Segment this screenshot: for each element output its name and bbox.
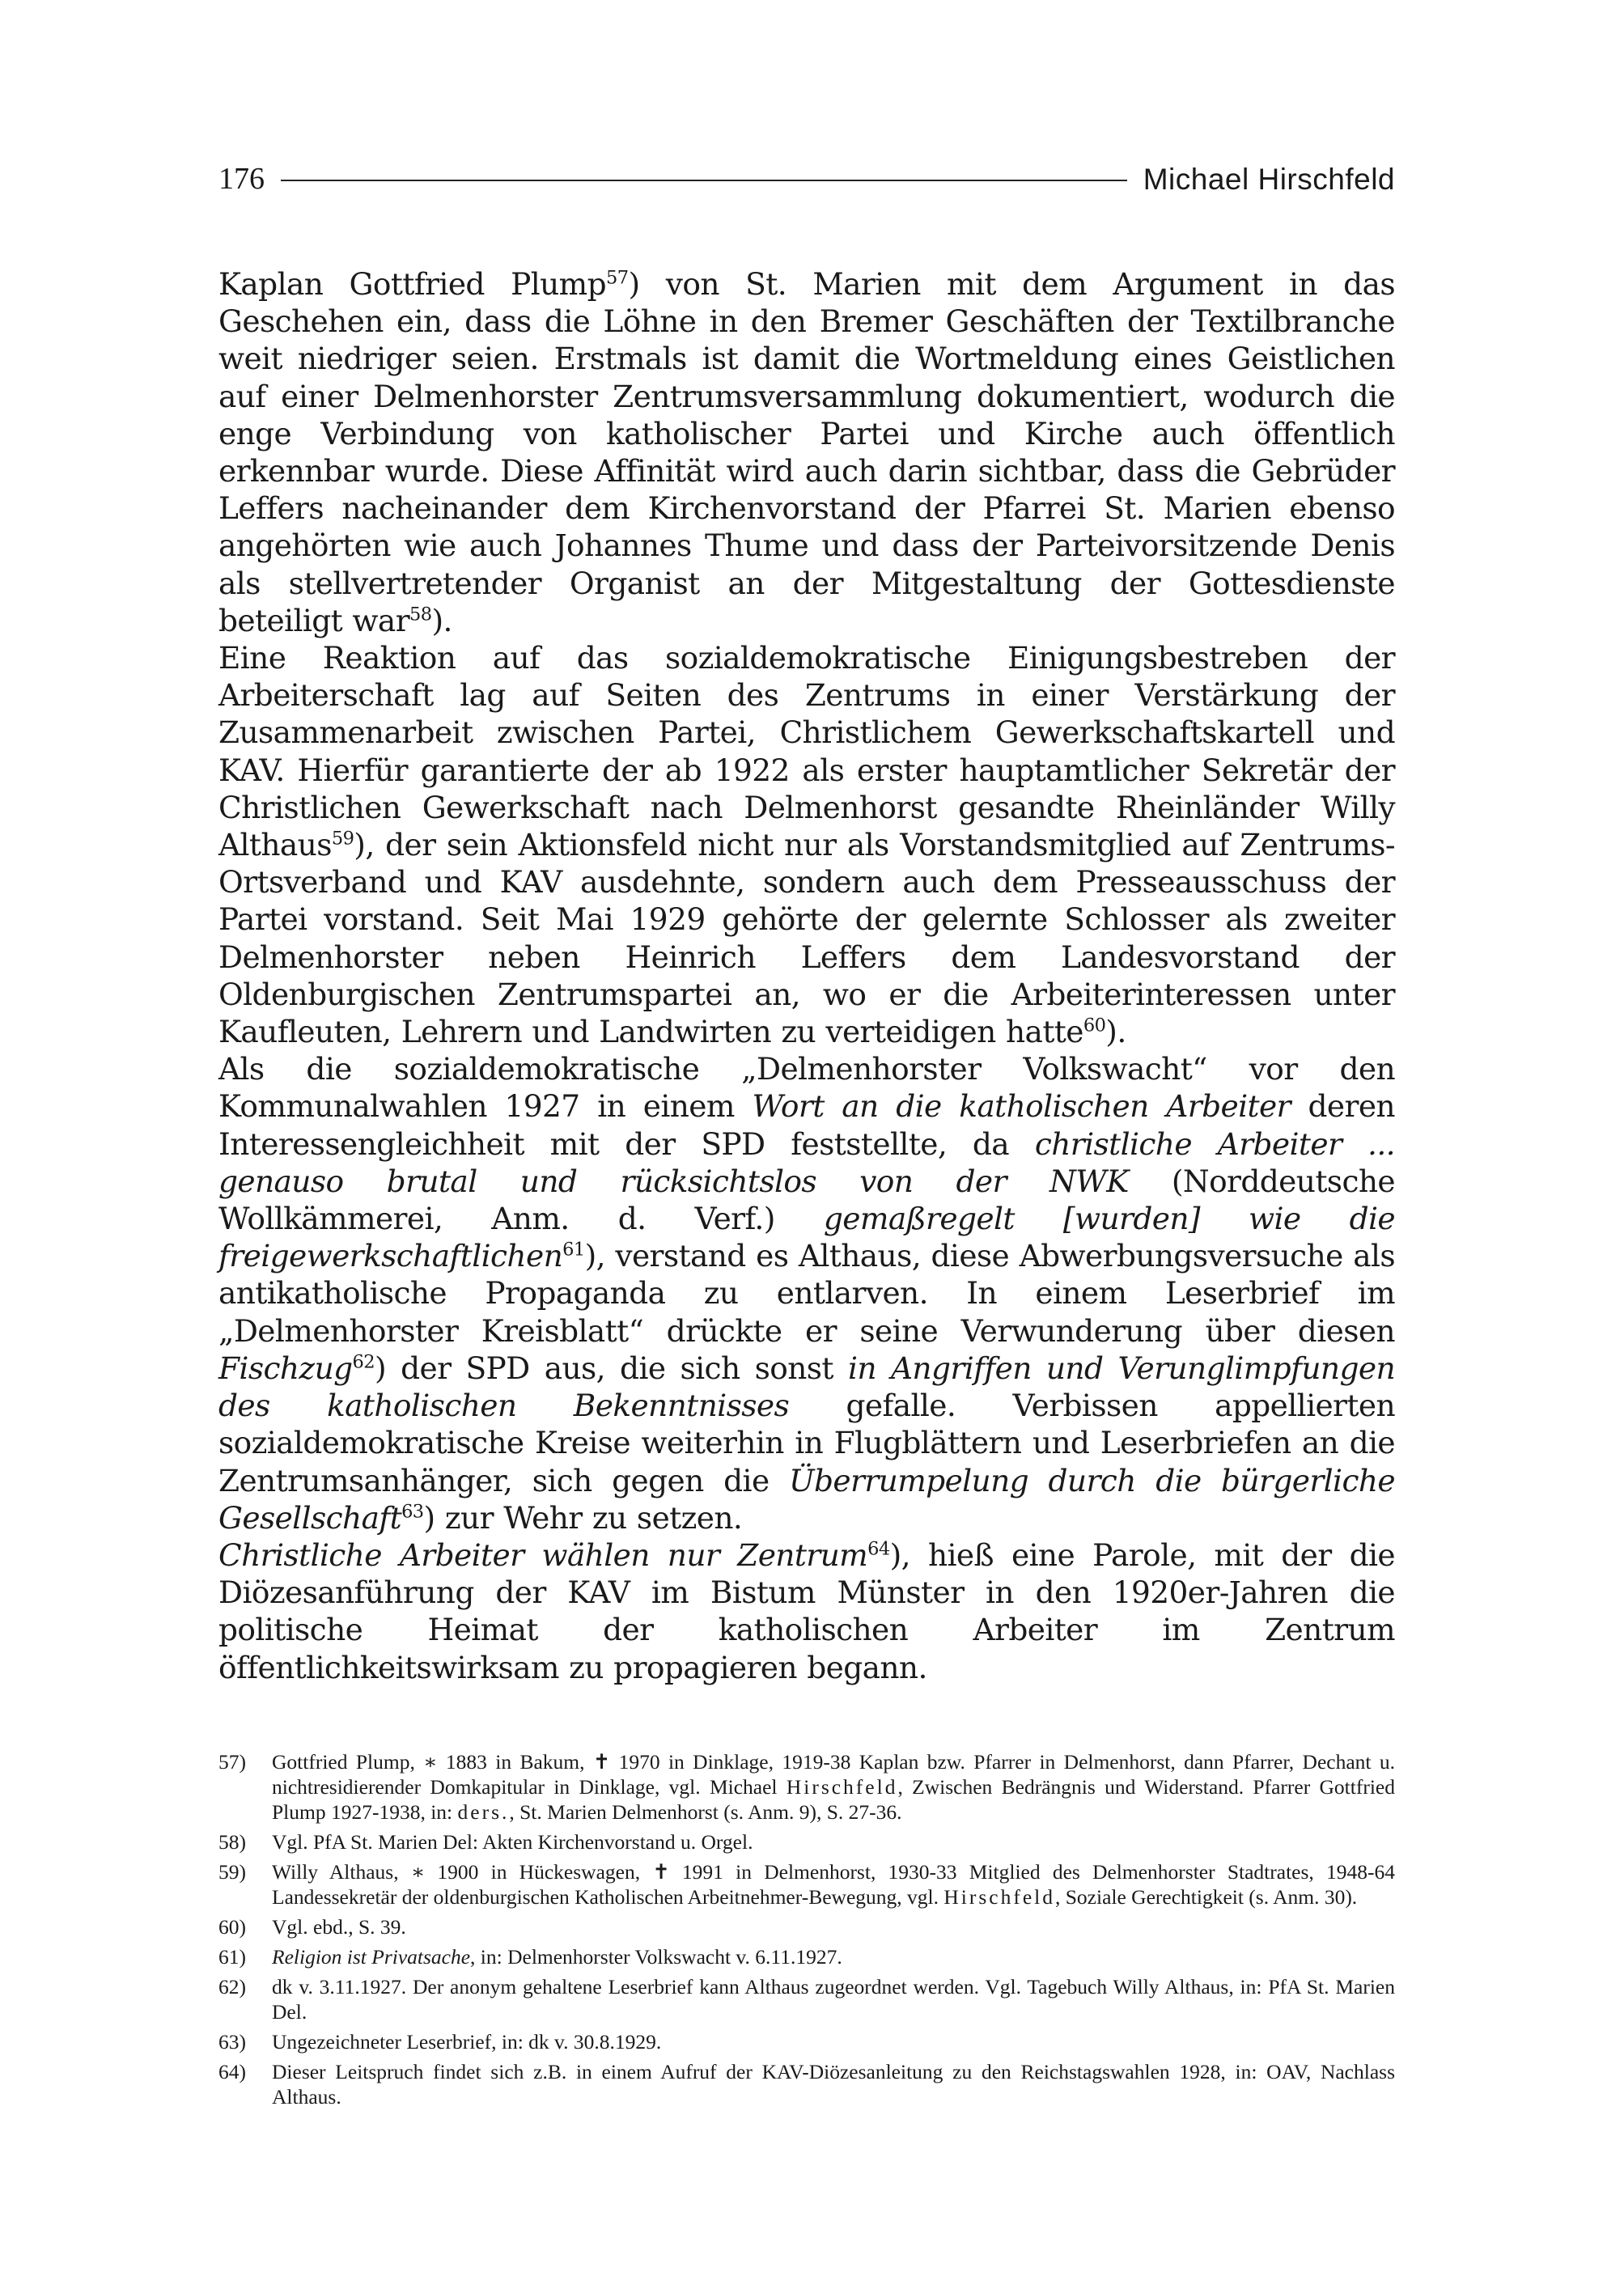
footnote-number: 57)	[218, 1749, 246, 1774]
text-run: (Norddeutsche Wollkämmerei, Anm. d. Verf.)	[218, 1163, 1395, 1237]
text-run: , Soziale Gerechtigkeit (s. Anm. 30).	[1054, 1884, 1358, 1909]
footnote-text: Dieser Leitspruch findet sich z.B. in einem Aufruf der KAV-Diözesanleitung zu den Reichstagswahlen 1928, in: OAV, Nachlass Althaus.	[272, 2059, 1395, 2109]
footnote-ref-63[interactable]: 63	[401, 1501, 424, 1523]
paragraph-1	[218, 265, 1395, 639]
footnote-61	[218, 1944, 1395, 1969]
text-run: ) zur Wehr zu setzen.	[423, 1499, 743, 1536]
text-run: ).	[1105, 1014, 1126, 1050]
text-run: Gottfried Plump, ∗ 1883 in Bakum, ✝ 1970 in Dinklage, 1919-38 Kaplan bzw. Pfarrer in Delmenhorst, dann Pfarrer, Dechant u. nichtresidierender Domkapitular in Dinklage, vgl. Michael	[272, 1749, 1395, 1799]
italic-quote: in Angriffen und Verunglimpfungen des katholischen Bekenntnisses	[218, 1350, 1396, 1424]
footnote-ref-64[interactable]: 64	[867, 1538, 890, 1560]
text-run: ), verstand es Althaus, diese Abwerbungsversuche als antikatholische Propaganda zu entlarven. In einem Leserbrief im „Delmenhorster Kreisblatt“ drückte er seine Verwunderung über diesen	[218, 1238, 1395, 1349]
italic-quote: Überrumpelung durch die bürgerliche Gesellschaft	[218, 1462, 1395, 1536]
footnote-number: 63)	[218, 2029, 246, 2054]
footnote-64	[218, 2059, 1395, 2109]
footnote-number: 62)	[218, 1974, 246, 1998]
text-run: Eine Reaktion auf das sozialdemokratische Einigungsbestreben der Arbeiterschaft lag auf Seiten des Zentrums in einer Verstärkung der Zusammenarbeit zwischen Partei, Christlichem Gewerkschaftskartell und KAV. Hierfür garantierte der ab 1922 als erster hauptamtlicher Sekretär der Christlichen Gewerkschaft nach Delmenhorst gesandte Rheinländer Willy Althaus	[218, 640, 1395, 863]
italic-quote: Wort an die katholischen Arbeiter	[752, 1088, 1291, 1125]
text-run: Kaplan Gottfried Plump	[218, 266, 607, 302]
text-run: , St. Marien Delmenhorst (s. Anm. 9), S. 27-36.	[509, 1799, 902, 1824]
text-run: , Zwischen Bedrängnis und Widerstand. Pfarrer Gottfried Plump 1927-1938, in:	[272, 1774, 1395, 1824]
paragraph-4	[218, 1536, 1395, 1686]
footnotes	[218, 1749, 1395, 2109]
text-run: Als die sozialdemokratische „Delmenhorster Volkswacht“ vor den Kommunalwahlen 1927 in einem	[218, 1051, 1395, 1125]
italic-quote: Christliche Arbeiter wählen nur Zentrum	[218, 1536, 868, 1573]
page-number: 176	[218, 162, 265, 196]
running-head-author: Michael Hirschfeld	[1143, 162, 1395, 196]
text-run: deren Interessengleichheit mit der SPD feststellte, da	[218, 1088, 1395, 1162]
author-name: ders.	[457, 1799, 510, 1824]
footnote-text: Vgl. ebd., S. 39.	[272, 1914, 406, 1939]
footnote-ref-61[interactable]: 61	[562, 1239, 585, 1261]
text-run: ), hieß eine Parole, mit der die Diözesanführung der KAV im Bistum Münster in den 1920er-Jahren die politische Heimat der katholischen Arbeiter im Zentrum öffentlichkeitswirksam zu propagieren begann.	[218, 1536, 1395, 1685]
italic-title: Religion ist Privatsache	[272, 1944, 471, 1969]
book-page	[218, 159, 1395, 2114]
italic-quote: christliche Arbeiter ... genauso brutal und rücksichtslos von der NWK	[218, 1125, 1396, 1199]
footnote-number: 61)	[218, 1944, 246, 1969]
text-run: ), der sein Aktionsfeld nicht nur als Vorstandsmitglied auf Zentrums-Ortsverband und KAV ausdehnte, sondern auch dem Presseausschuss der Partei vorstand. Seit Mai 1929 gehörte der gelernte Schlosser als zweiter Delmenhorster neben Heinrich Leffers dem Landesvorstand der Oldenburgischen Zentrumspartei an, wo er die Arbeiterinteressen unter Kaufleuten, Lehrern und Landwirten zu verteidigen hatte	[218, 827, 1395, 1050]
paragraph-2	[218, 639, 1395, 1050]
author-name: Hirschfeld	[943, 1884, 1055, 1909]
author-name: Hirschfeld	[786, 1774, 898, 1799]
footnote-text	[272, 1859, 1395, 1909]
footnote-text	[272, 1944, 1395, 1969]
footnote-59	[218, 1859, 1395, 1909]
footnote-ref-57[interactable]: 57	[606, 267, 629, 289]
text-run: , in: Delmenhorster Volkswacht v. 6.11.1927.	[470, 1944, 842, 1969]
footnote-ref-62[interactable]: 62	[352, 1351, 375, 1373]
footnote-57	[218, 1749, 1395, 1825]
footnote-58	[218, 1829, 1395, 1854]
header-rule	[281, 180, 1127, 181]
footnote-number: 59)	[218, 1859, 246, 1884]
footnote-ref-58[interactable]: 58	[409, 604, 432, 625]
footnote-number: 60)	[218, 1914, 246, 1939]
footnote-62	[218, 1974, 1395, 2024]
running-head	[218, 159, 1395, 199]
footnote-number: 58)	[218, 1829, 246, 1854]
text-run: ).	[431, 602, 452, 638]
footnote-ref-59[interactable]: 59	[331, 828, 354, 850]
italic-quote: gemaßregelt [wurden] wie die freigewerkschaftlichen	[218, 1201, 1395, 1274]
text-run: gefalle. Verbissen appellierten sozialdemokratische Kreise weiterhin in Flugblättern und Leserbriefen an die Zentrumsanhänger, sich gegen die	[218, 1388, 1395, 1498]
footnote-number: 64)	[218, 2059, 246, 2083]
footnote-text: dk v. 3.11.1927. Der anonym gehaltene Leserbrief kann Althaus zugeordnet werden. Vgl. Tagebuch Willy Althaus, in: PfA St. Marien Del.	[272, 1974, 1395, 2024]
italic-quote: Fischzug	[218, 1350, 353, 1386]
footnote-text	[272, 1749, 1395, 1825]
text-run: ) der SPD aus, die sich sonst	[374, 1350, 848, 1386]
text-run: ) von St. Marien mit dem Argument in das Geschehen ein, dass die Löhne in den Bremer Geschäften der Textilbranche weit niedriger seien. Erstmals ist damit die Wortmeldung eines Geistlichen auf einer Delmenhorster Zentrumsversammlung dokumentiert, wodurch die enge Verbindung von katholischer Partei und Kirche auch öffentlich erkennbar wurde. Diese Affinität wird auch darin sichtbar, dass die Gebrüder Leffers nacheinander dem Kirchenvorstand der Pfarrei St. Marien ebenso angehörten wie auch Johannes Thume und dass der Parteivorsitzende Denis als stellvertretender Organist an der Mitgestaltung der Gottesdienste beteiligt war	[218, 266, 1395, 638]
footnote-text: Vgl. PfA St. Marien Del: Akten Kirchenvorstand u. Orgel.	[272, 1829, 753, 1854]
footnote-text: Ungezeichneter Leserbrief, in: dk v. 30.8.1929.	[272, 2029, 662, 2054]
paragraph-3	[218, 1050, 1395, 1536]
footnote-63	[218, 2029, 1395, 2054]
text-run: Willy Althaus, ∗ 1900 in Hückeswagen, ✝ 1991 in Delmenhorst, 1930-33 Mitglied des Delmenhorster Stadtrates, 1948-64 Landessekretär der oldenburgischen Katholischen Arbeitnehmer-Bewegung, vgl.	[272, 1859, 1395, 1909]
main-text	[218, 265, 1395, 1686]
footnote-60	[218, 1914, 1395, 1939]
footnote-ref-60[interactable]: 60	[1083, 1015, 1106, 1036]
